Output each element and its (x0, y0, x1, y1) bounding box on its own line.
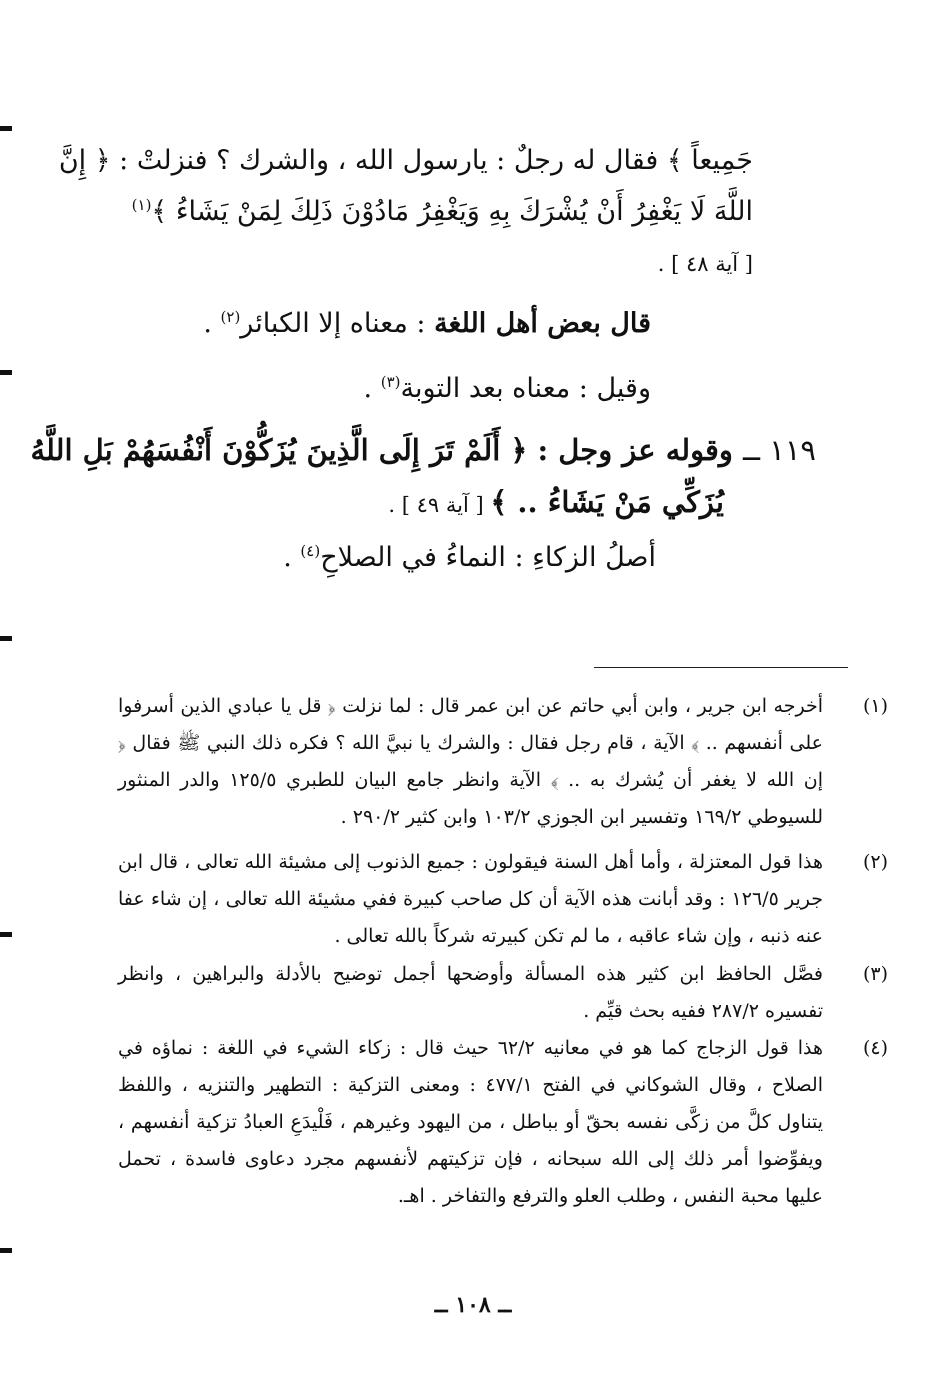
footnote-number: (٤) (862, 1037, 888, 1059)
period: . (363, 373, 381, 404)
footnote-text: هذا قول الزجاج كما هو في معانيه ٦٢/٢ حيث قال : زكاء الشيء في اللغة : نماؤه في الصلاح ، وقال الشوكاني في الفتح ٤٧٧/١ : ومعنى التزكية : التطهير والتنزيه ، واللفظ يتناول كلَّ من زكَّى نفسه بحقّ أو بباطل ، من اليهود وغيرهم ، فَلْيدَعِ العبادُ تزكية أنفسهم ، ويفوِّضوا أمر ذلك إلى الله سبحانه ، فإن تزكيتهم لأنفسهم مجرد دعاوى فاسدة ، تحمل عليها محبة النفس ، وطلب العلو والترفع والتفاخر . اهـ. (118, 1037, 824, 1207)
page-number: ــ ١٠٨ ــ (434, 1292, 512, 1318)
edge-mark (0, 370, 12, 375)
main-line-1: جَمِيعاً ﴾ فقال له رجلٌ : يارسول الله ، والشرك ؟ فنزلتْ : ﴿ إِنَّ (58, 145, 753, 176)
verse-text: اللَّهَ لَا يَغْفِرُ أَنْ يُشْرَكَ بِهِ وَيَغْفِرُ مَادُوْنَ ذَلِكَ لِمَنْ يَشَاءُ ﴾ (151, 196, 753, 227)
linguists-meaning: : معناه إلا الكبائر (240, 308, 435, 339)
footnote-separator (594, 667, 848, 668)
verse-number: ١١٩ ــ (743, 433, 816, 467)
verse-119-line-1 (30, 428, 816, 472)
footnote-3 (118, 956, 888, 1030)
main-line-2 (132, 192, 753, 232)
footnote-ref-4[interactable]: (٤) (300, 542, 321, 560)
edge-mark (0, 636, 12, 641)
verse-119-line-2 (388, 480, 724, 527)
footnote-text: هذا قول المعتزلة ، وأما أهل السنة فيقولون : جميع الذنوب إلى مشيئة الله تعالى ، قال ابن جرير ١٢٦/٥ : وقد أبانت هذه الآية أن كل صاحب كبيرة ففي مشيئة الله تعالى ، إن شاء عفا عنه ذنبه ، وإن شاء عاقبه ، ما لم تكن كبيرته شركاً بالله تعالى . (118, 851, 823, 947)
footnote-text: أخرجه ابن جرير ، وابن أبي حاتم عن ابن عمر قال : لما نزلت ﴿ قل يا عبادي الذين أسرفوا على أنفسهم .. ﴾ الآية ، قام رجل فقال : والشرك يا نبيَّ الله ؟ فكره ذلك النبي ﷺ فقال ﴿ إن الله لا يغفر أن يُشرك به .. ﴾ الآية وانظر جامع البيان للطبري ١٢٥/٥ والدر المنثور للسيوطي ١٦٩/٢ وتفسير ابن الجوزي ١٠٣/٢ وابن كثير ٢٩٠/٢ . (118, 695, 824, 828)
footnote-2 (118, 844, 888, 955)
linguists-paragraph (203, 304, 651, 344)
wa-qila-text: وقيل : معناه بعد التوبة (400, 373, 651, 404)
wa-qila-paragraph (364, 369, 651, 409)
period: . (283, 542, 301, 573)
verse-reference-49: [ آية ٤٩ ] . (388, 493, 491, 517)
edge-mark (0, 126, 12, 131)
asl-text: أصلُ الزكاءِ : النماءُ في الصلاحِ (320, 542, 656, 573)
footnote-1 (118, 688, 888, 836)
edge-mark (0, 1248, 12, 1253)
period: . (203, 308, 221, 339)
asl-paragraph (283, 538, 656, 578)
footnote-number: (١) (862, 695, 888, 717)
footnote-ref-1[interactable]: (١) (131, 196, 152, 214)
verse-reference-48: [ آية ٤٨ ] . (657, 252, 753, 276)
footnote-number: (٣) (862, 963, 888, 985)
footnote-4 (118, 1030, 888, 1215)
footnote-ref-3[interactable]: (٣) (380, 373, 401, 391)
footnote-number: (٢) (862, 851, 888, 873)
verse-intro: وقوله عز وجل : ﴿ أَلَمْ تَرَ إِلَى الَّذِينَ يُزَكُّوْنَ أَنْفُسَهُمْ بَلِ اللَّهُ (30, 433, 733, 467)
footnote-ref-2[interactable]: (٢) (220, 308, 241, 326)
verse-continuation: يُزَكِّي مَنْ يَشَاءُ .. ﴾ (490, 485, 724, 519)
edge-mark (0, 932, 12, 937)
footnote-text: فصَّل الحافظ ابن كثير هذه المسألة وأوضحها أجمل توضيح بالأدلة والبراهين ، وانظر تفسيره ٢٨٧/٢ ففيه بحث قيِّم . (118, 963, 823, 1022)
linguists-heading: قال بعض أهل اللغة (434, 308, 651, 339)
